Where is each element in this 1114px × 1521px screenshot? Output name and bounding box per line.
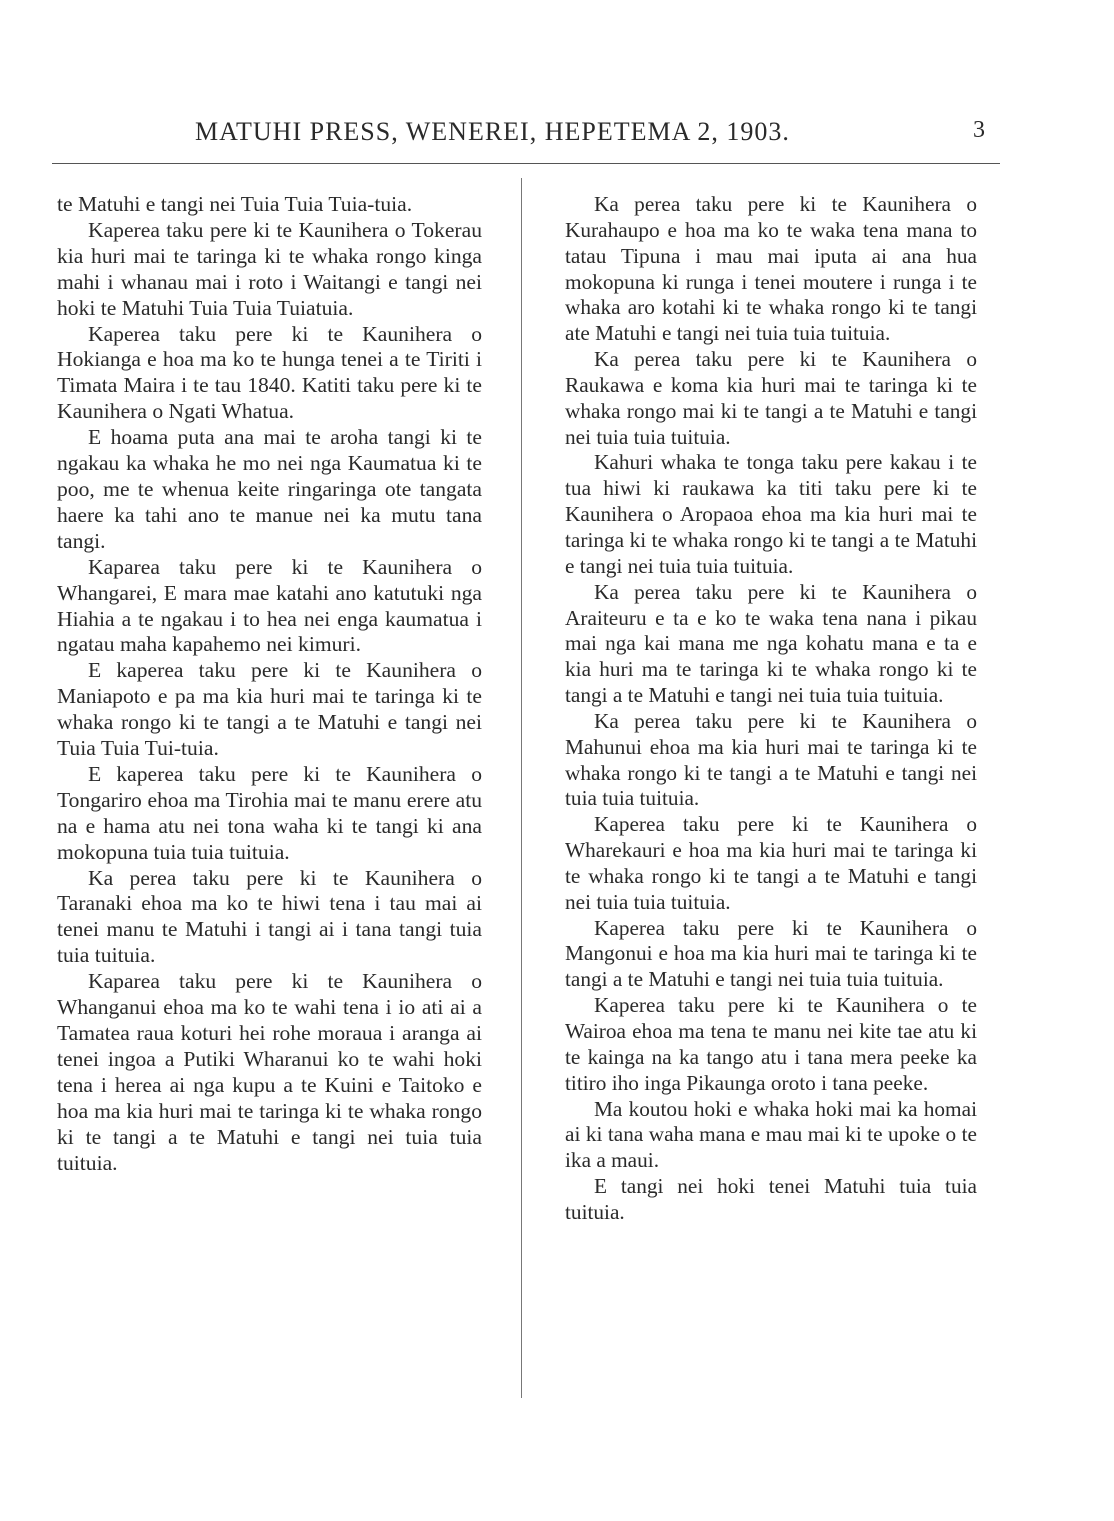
paragraph: Ka perea taku pere ki te Kaunihera o Mahunui ehoa ma kia huri mai te taringa ki te whaka rongo ki te tangi a te Matuhi e tangi nei tuia tuia tuituia. (565, 708, 977, 811)
page-number: 3 (973, 117, 985, 143)
paragraph: Ka perea taku pere ki te Kaunihera o Araiteuru e ta e ko te waka tena nana i pikau mai nga kai mana me nga kohatu mana e ta e kia huri ma te taringa ki te whaka rongo ki te tangi a te Matuhi e tangi nei tuia tuia tuituia. (565, 579, 977, 708)
paragraph: Kaperea taku pere ki te Kaunihera o Wharekauri e hoa ma kia huri mai te taringa ki te whaka rongo ki te tangi a te Matuhi e tangi nei tuia tuia tuituia. (565, 812, 977, 914)
left-column (57, 192, 482, 1176)
paragraph: Kaperea taku pere ki te Kaunihera o te Wairoa ehoa ma tena te manu nei kite tae atu ki te kainga na ka tango atu i tana mera peeke ka titiro iho inga Pikaunga oroto i tana peeke. (565, 993, 977, 1095)
paragraph: Kaparea taku pere ki te Kaunihera o Whangarei, E mara mae katahi ano katutuki nga Hiahia a te ngakau i to hea nei enga kaumatua i ngatau maha kapahemo nei kimuri. (57, 554, 482, 657)
newspaper-header-title: MATUHI PRESS, WENEREI, HEPETEMA 2, 1903. (195, 117, 790, 146)
paragraph: E kaperea taku pere ki te Kaunihera o Tongariro ehoa ma Tirohia mai te manu erere atu na e hama atu nei tona waha ki te tangi ki ana mokopuna tuia tuia tuituia. (57, 761, 482, 864)
paragraph: Kaparea taku pere ki te Kaunihera o Whanganui ehoa ma ko te wahi tena i io ati ai a Tamatea raua koturi hei rohe moraua i aranga ai tenei ingoa a Putiki Wharanui ko te wahi hoki tena i herea ai nga kupu a te Kuini e Taitoko e hoa ma kia huri mai te taringa ki te whaka rongo ki te tangi a te Matuhi e tangi nei tuia tuia tuituia. (57, 969, 482, 1175)
paragraph: Ka perea taku pere ki te Kaunihera o Taranaki ehoa ma ko te hiwi tena i tau mai ai tenei manu te Matuhi i tangi ai i tana tangi tuia tuia tuituia. (57, 865, 482, 968)
header-rule (52, 163, 1000, 164)
paragraph: Kaperea taku pere ki te Kaunihera o Mangonui e hoa ma kia huri mai te taringa ki te tangi a te Matuhi e tangi nei tuia tuia tuituia. (565, 915, 977, 992)
paragraph: Ka perea taku pere ki te Kaunihera o Raukawa e koma kia huri mai te taringa ki te whaka rongo mai ki te tangi a te Matuhi e tangi nei tuia tuia tuituia. (565, 347, 977, 449)
paragraph: Ma koutou hoki e whaka hoki mai ka homai ai ki tana waha mana e mau mai ki te upoke o te ika a maui. (565, 1096, 977, 1173)
paragraph: Kaperea taku pere ki te Kaunihera o Hokianga e hoa ma ko te hunga tenei a te Tiriti i Timata Maira i te tau 1840. Katiti taku pere ki te Kaunihera o Ngati Whatua. (57, 321, 482, 424)
paragraph: E kaperea taku pere ki te Kaunihera o Maniapoto e pa ma kia huri mai te taringa ki te whaka rongo ki te tangi a te Matuhi e tangi nei Tuia Tuia Tui-tuia. (57, 658, 482, 761)
paragraph: te Matuhi e tangi nei Tuia Tuia Tuia-tuia. (57, 192, 413, 216)
right-column (565, 192, 977, 1226)
page-header (195, 117, 985, 157)
paragraph: E hoama puta ana mai te aroha tangi ki te ngakau ka whaka he mo nei nga Kaumatua ki te poo, me te whenua keite ringaringa ote tangata haere ka tahi ano te manue nei ka mutu tana tangi. (57, 425, 482, 553)
paragraph: E tangi nei hoki tenei Matuhi tuia tuia tuituia. (565, 1174, 977, 1224)
paragraph: Kahuri whaka te tonga taku pere kakau i te tua hiwi ki raukawa ka titi taku pere ki te Kaunihera o Aropaoa ehoa ma kia huri mai te taringa ki te whaka rongo ki te tangi a te Matuhi e tangi nei tuia tuia tuituia. (565, 450, 977, 578)
paragraph: Kaperea taku pere ki te Kaunihera o Tokerau kia huri mai te taringa ki te whaka rongo kinga mahi i whanau mai i roto i Waitangi e tangi nei hoki te Matuhi Tuia Tuia Tuiatuia. (57, 217, 482, 320)
paragraph: Ka perea taku pere ki te Kaunihera o Kurahaupo e hoa ma ko te waka tena mana to tatau Tipuna i mau mai iputa ai ana hua mokopuna ki runga i tenei moutere i runga i te whaka aro kotahi ki te whaka rongo ki te tangi ate Matuhi e tangi nei tuia tuia tuituia. (565, 192, 977, 346)
column-divider (521, 178, 522, 1398)
